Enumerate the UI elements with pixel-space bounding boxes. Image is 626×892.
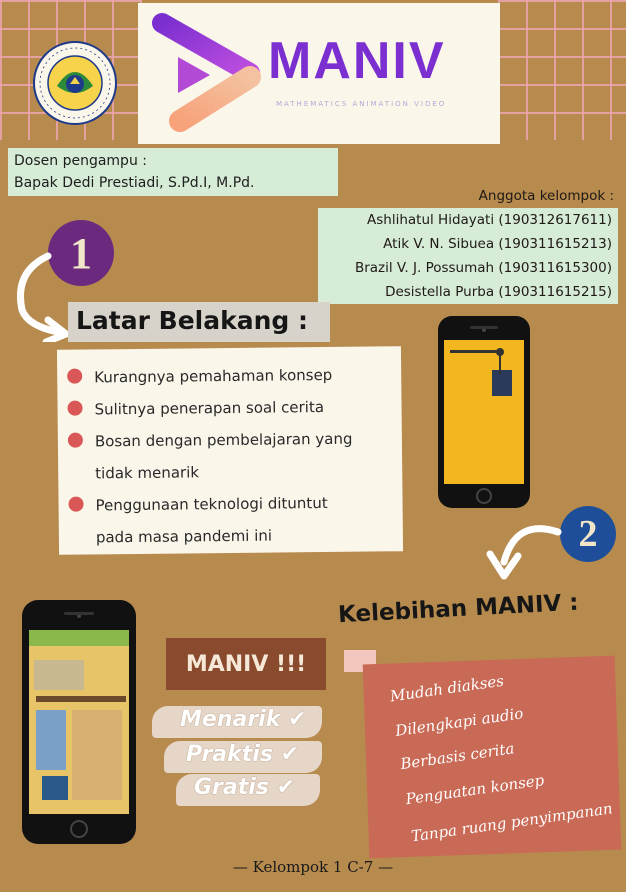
members-label: Anggota kelompok : bbox=[478, 188, 614, 204]
brand-banner bbox=[138, 3, 500, 144]
feature-item: Gratis ✔ bbox=[194, 775, 295, 800]
brand-title: MANIV bbox=[268, 32, 446, 90]
bullet-icon bbox=[67, 369, 82, 384]
smartphone-icon bbox=[438, 316, 530, 508]
member-item: Atik V. N. Sibuea (190311615213) bbox=[318, 232, 618, 256]
section-number-2: 2 bbox=[560, 506, 616, 562]
advantage-item: Penguatan konsep bbox=[404, 770, 546, 809]
feature-item: Praktis ✔ bbox=[186, 742, 300, 767]
bullet-icon bbox=[68, 497, 83, 512]
member-item: Desistella Purba (190311615215) bbox=[318, 280, 618, 304]
section-number-1: 1 bbox=[48, 220, 114, 286]
list-item: Bosan dengan pembelajaran yang bbox=[68, 423, 353, 458]
lecturer-name: Bapak Dedi Prestiadi, S.Pd.I, M.Pd. bbox=[14, 175, 255, 191]
list-item: Sulitnya penerapan soal cerita bbox=[67, 391, 324, 426]
lecturer-box bbox=[8, 148, 338, 196]
member-item: Brazil V. J. Possumah (190311615300) bbox=[318, 256, 618, 280]
lecturer-label: Dosen pengampu : bbox=[14, 153, 147, 169]
advantage-item: Mudah diakses bbox=[388, 671, 505, 706]
grid-decoration-right bbox=[498, 0, 626, 140]
advantage-item: Dilengkapi audio bbox=[394, 704, 525, 741]
list-item-continuation: tidak menarik bbox=[95, 463, 200, 483]
footer-group-label: — Kelompok 1 C-7 — bbox=[232, 858, 394, 876]
members-list bbox=[318, 184, 618, 304]
advantages-heading: Kelebihan MANIV : bbox=[337, 589, 580, 629]
list-item-continuation: pada masa pandemi ini bbox=[95, 526, 273, 547]
advantages-card bbox=[363, 656, 622, 859]
bullet-icon bbox=[68, 433, 83, 448]
brand-subtitle: MATHEMATICS ANIMATION VIDEO bbox=[276, 100, 447, 108]
bullet-icon bbox=[67, 401, 82, 416]
background-note-card bbox=[57, 346, 403, 555]
list-item: Kurangnya pemahaman konsep bbox=[67, 359, 332, 394]
list-item: Penggunaan teknologi dituntut bbox=[68, 487, 327, 522]
smartphone-icon bbox=[22, 600, 136, 844]
background-heading: Latar Belakang : bbox=[68, 302, 330, 342]
advantage-item: Berbasis cerita bbox=[399, 739, 516, 774]
play-triangle-icon bbox=[152, 11, 262, 136]
member-item: Ashlihatul Hidayati (190312617611) bbox=[318, 208, 618, 232]
advantage-item: Tanpa ruang penyimpanan bbox=[410, 799, 614, 846]
curved-arrow-icon bbox=[476, 518, 562, 588]
maniv-callout: MANIV !!! bbox=[166, 638, 326, 690]
university-seal-icon bbox=[32, 40, 118, 126]
feature-item: Menarik ✔ bbox=[180, 707, 307, 732]
